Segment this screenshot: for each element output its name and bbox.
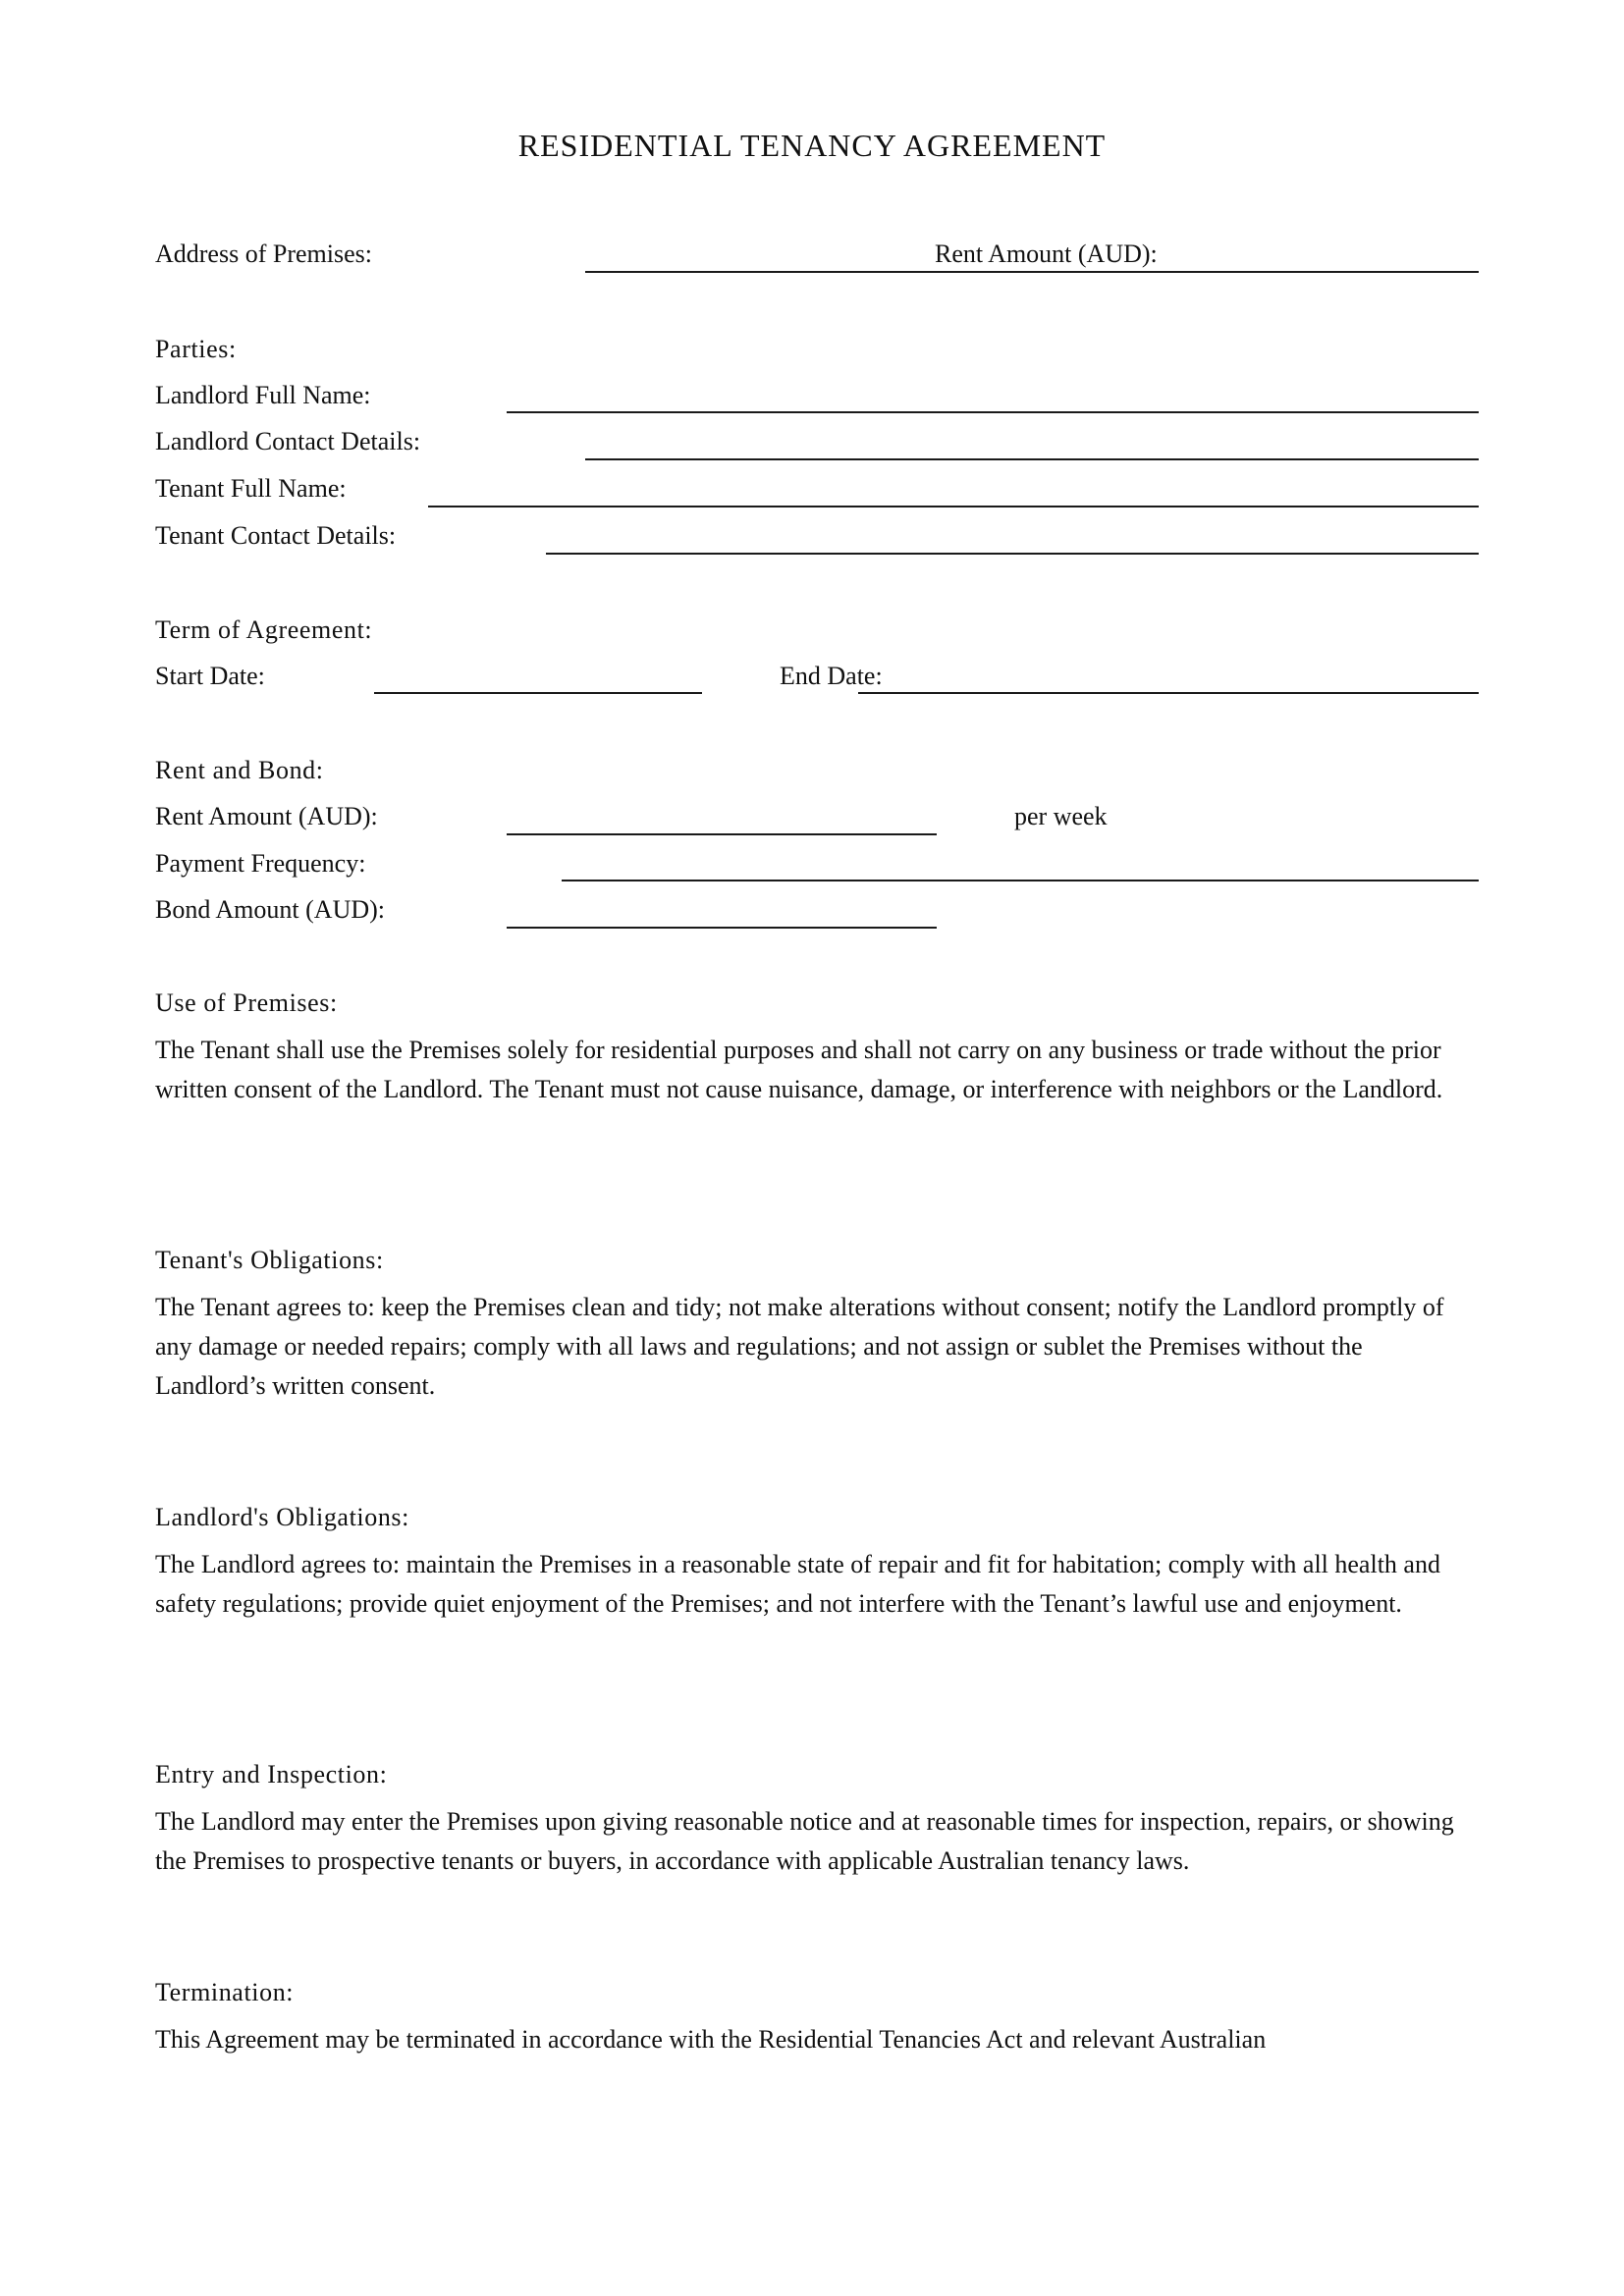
address-label: Address of Premises: [155, 240, 372, 268]
start-date-label: Start Date: [155, 662, 265, 690]
landlord-obligations-heading: Landlord's Obligations: [155, 1503, 409, 1531]
tenant-name-field[interactable] [428, 506, 1479, 507]
per-week-label: per week [1014, 802, 1108, 830]
entry-inspection-text: The Landlord may enter the Premises upon giving reasonable notice and at reasonable times for inspection, repairs, or showing the Premises to prospective tenants or buyers, in accordance with applicable Australian tenancy laws. [155, 1807, 1454, 1875]
payment-frequency-label: Payment Frequency: [155, 849, 366, 878]
address-field[interactable] [585, 271, 1479, 273]
landlord-contact-field[interactable] [585, 458, 1479, 460]
landlord-contact-label: Landlord Contact Details: [155, 427, 421, 455]
tenant-obligations-text: The Tenant agrees to: keep the Premises clean and tidy; not make alterations without consent; notify the Landlord promptly of any damage or needed repairs; comply with all laws and regulations; and not assign or sublet the Premises without the Landlord’s written consent. [155, 1293, 1444, 1400]
rent-bond-heading: Rent and Bond: [155, 756, 324, 784]
end-date-field[interactable] [858, 692, 1479, 694]
use-of-premises-heading: Use of Premises: [155, 988, 338, 1017]
termination-heading: Termination: [155, 1978, 295, 2006]
payment-frequency-field[interactable] [562, 880, 1479, 881]
rent-amount-field[interactable] [507, 833, 937, 835]
term-heading: Term of Agreement: [155, 615, 373, 644]
landlord-obligations-text: The Landlord agrees to: maintain the Premises in a reasonable state of repair and fit for habitation; comply with all health and safety regulations; provide quiet enjoyment of the Premises; and not interfere with the Tenant’s lawful use and enjoyment. [155, 1550, 1440, 1618]
bond-amount-field[interactable] [507, 927, 937, 929]
tenant-contact-field[interactable] [546, 553, 1479, 555]
tenant-name-label: Tenant Full Name: [155, 474, 347, 503]
end-date-label: End Date: [780, 662, 883, 690]
parties-heading: Parties: [155, 335, 237, 363]
landlord-name-label: Landlord Full Name: [155, 381, 371, 409]
rent-amount-top-label: Rent Amount (AUD): [935, 240, 1158, 268]
tenant-obligations-heading: Tenant's Obligations: [155, 1246, 384, 1274]
entry-inspection-heading: Entry and Inspection: [155, 1760, 388, 1789]
landlord-name-field[interactable] [507, 411, 1479, 413]
termination-text: This Agreement may be terminated in accordance with the Residential Tenancies Act and relevant Australian [155, 2025, 1267, 2054]
start-date-field[interactable] [374, 692, 702, 694]
document-title: RESIDENTIAL TENANCY AGREEMENT [517, 128, 1107, 163]
use-of-premises-text: The Tenant shall use the Premises solely for residential purposes and shall not carry on any business or trade without the prior written consent of the Landlord. The Tenant must not cause nuisance, damage, or interference with neighbors or the Landlord. [155, 1036, 1443, 1103]
bond-amount-label: Bond Amount (AUD): [155, 895, 385, 924]
rent-amount-label: Rent Amount (AUD): [155, 802, 378, 830]
tenant-contact-label: Tenant Contact Details: [155, 521, 397, 550]
